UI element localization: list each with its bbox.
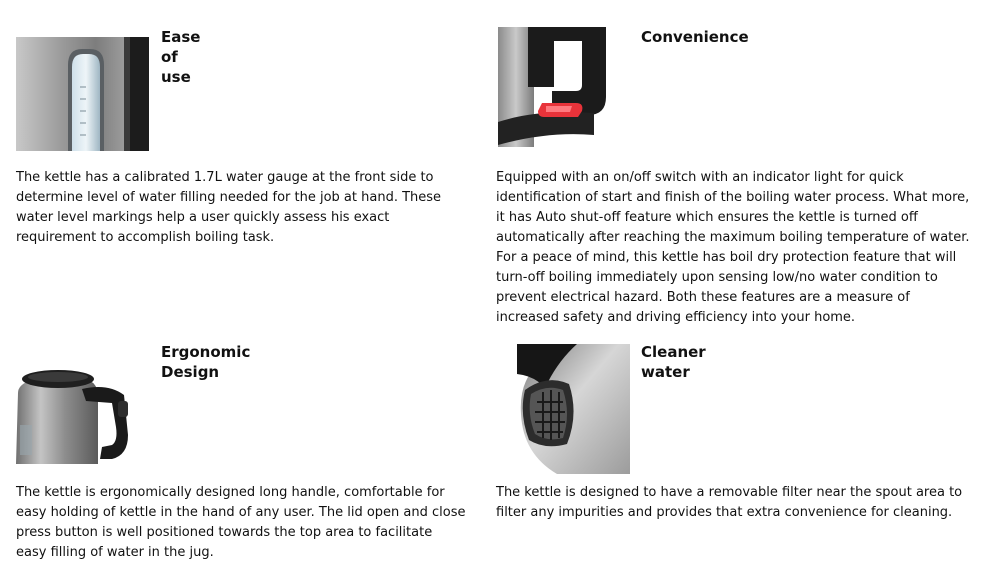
water-gauge-image: [16, 37, 149, 151]
feature-title: Ergonomic Design: [161, 343, 251, 381]
feature-description: The kettle is designed to have a removable filter near the spout area to filter any impurities and provides that extra convenience for cleaning.: [496, 485, 963, 520]
feature-description: Equipped with an on/off switch with an indicator light for quick identification of start and finish of the boiling water process. What more, it has Auto shut-off feature which ensures the kettle is turned off automatically after reaching the maximum boiling temperature of water. For a peace of mind, this kettle has boil dry protection feature that will turn-off boiling immediately upon sensing low/no water condition to prevent electrical hazard. Both these features are a measure of increased safety and driving efficiency into your home.: [496, 170, 970, 325]
power-switch-image: [498, 27, 608, 147]
feature-description: The kettle is ergonomically designed long handle, comfortable for easy holding of kettle in the hand of any user. The lid open and close press button is well positioned towards the top area to facilitate easy filling of water in the jug.: [16, 485, 466, 560]
spout-filter-image: [517, 344, 630, 474]
feature-title: Cleaner water: [641, 343, 706, 381]
kettle-handle-image: [16, 365, 142, 464]
feature-title: Convenience: [641, 28, 749, 46]
feature-description: The kettle has a calibrated 1.7L water gauge at the front side to determine level of water filling needed for the job at hand. These water level markings help a user quickly assess his exact requirement to accomplish boiling task.: [16, 170, 442, 245]
feature-title: Ease of use: [161, 28, 201, 86]
